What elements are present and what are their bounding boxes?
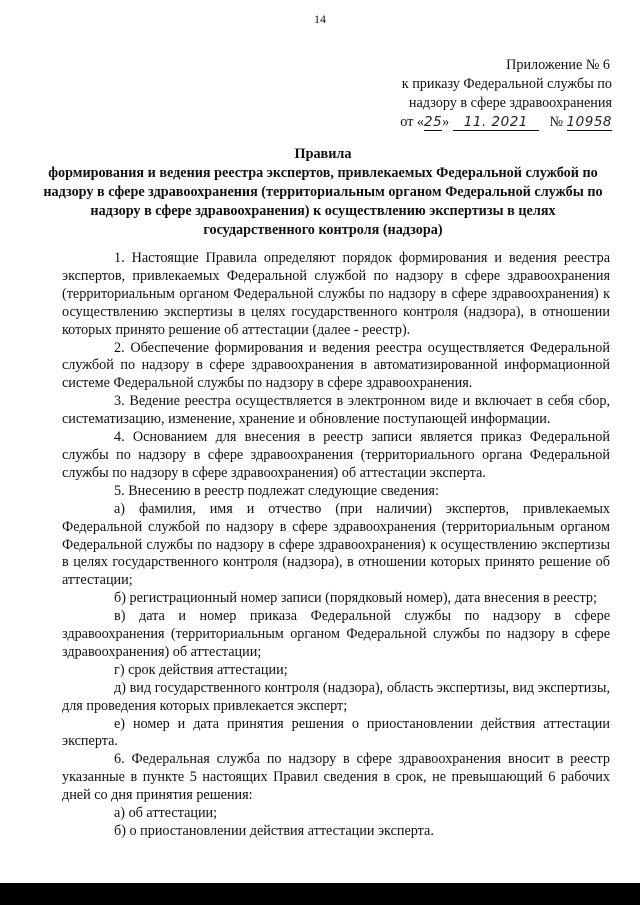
date-prefix: от « — [400, 114, 424, 130]
page-number: 14 — [314, 12, 326, 26]
order-number-handwritten: 10958 — [566, 114, 612, 130]
paragraph: д) вид государственного контроля (надзора), область экспертизы, вид экспертизы, для проведения которых привлекается эксперт; — [62, 679, 610, 714]
paragraph: 1. Настоящие Правила определяют порядок формирования и ведения реестра экспертов, привлекаемых Федеральной службой по надзору в сфере здравоохранения (территориальным органом Федеральной службы по надзору в сфере здравоохранения) к осуществлению экспертизы в целях государственного контроля (надзора), в отношении которых принято решение об аттестации (далее - реестр). — [62, 250, 610, 338]
title-main: Правила — [294, 146, 352, 162]
date-mid: » — [442, 114, 450, 130]
paragraph: 5. Внесению в реестр подлежат следующие сведения: — [114, 482, 439, 499]
scan-bottom-edge — [0, 883, 640, 905]
paragraph: 6. Федеральная служба по надзору в сфере здравоохранения вносит в реестр указанные в пункте 5 настоящих Правил сведения в срок, не превышающий 6 рабочих дней со дня принятия решения: — [62, 751, 610, 804]
paragraph: а) фамилия, имя и отчество (при наличии) экспертов, привлекаемых Федеральной службой по надзору в сфере здравоохранения (территориальным органом Федеральной службы по надзору в сфере здравоохранения) к осуществлению экспертизы в целях государственного контроля (надзора), в отношении которых принято решение об аттестации; — [62, 500, 610, 589]
date-month-year-handwritten: 11. 2021 — [453, 115, 539, 131]
paragraph: 2. Обеспечение формирования и ведения реестра осуществляется Федеральной службой по надзору в сфере здравоохранения в автоматизированной информационной системе Федеральной службы по надзору в сфере здравоохранения. — [62, 339, 610, 392]
document-title — [40, 145, 606, 240]
paragraph: б) о приостановлении действия аттестации эксперта. — [114, 823, 434, 839]
paragraph: е) номер и дата принятия решения о приостановлении действия аттестации эксперта. — [62, 715, 610, 750]
appendix-block — [380, 56, 612, 132]
paragraph: а) об аттестации; — [114, 805, 218, 822]
document-body — [62, 250, 610, 841]
paragraph: в) дата и номер приказа Федеральной службы по надзору в сфере здравоохранения (территориальным органом Федеральной службы по надзору в сфере здравоохранения) об аттестации; — [62, 608, 610, 660]
paragraph: 3. Ведение реестра осуществляется в электронном виде и включает в себя сбор, систематизацию, изменение, хранение и обновление поступающей информации. — [62, 393, 610, 428]
number-prefix: № — [549, 114, 563, 130]
appendix-date-row — [380, 113, 612, 132]
paragraph: г) срок действия аттестации; — [114, 661, 288, 678]
paragraph: б) регистрационный номер записи (порядковый номер), дата внесения в реестр; — [114, 590, 597, 607]
appendix-title: Приложение № 6 — [506, 57, 610, 73]
title-subtitle: формирования и ведения реестра экспертов, привлекаемых Федеральной службой по надзору в сфере здравоохранения (территориальным органом Федеральной службы по надзору в сфере здравоохранения) к осуществлению экспертизы в целях государственного контроля (надзора) — [43, 165, 603, 238]
appendix-agency-line: надзору в сфере здравоохранения — [408, 95, 612, 111]
paragraph: 4. Основанием для внесения в реестр записи является приказ Федеральной службы по надзору в сфере здравоохранения (территориального органа Федеральной службы по надзору в сфере здравоохранения) об аттестации эксперта. — [62, 429, 610, 481]
date-day-handwritten: 25 — [423, 114, 443, 130]
appendix-order-line: к приказу Федеральной службы по — [401, 76, 612, 92]
